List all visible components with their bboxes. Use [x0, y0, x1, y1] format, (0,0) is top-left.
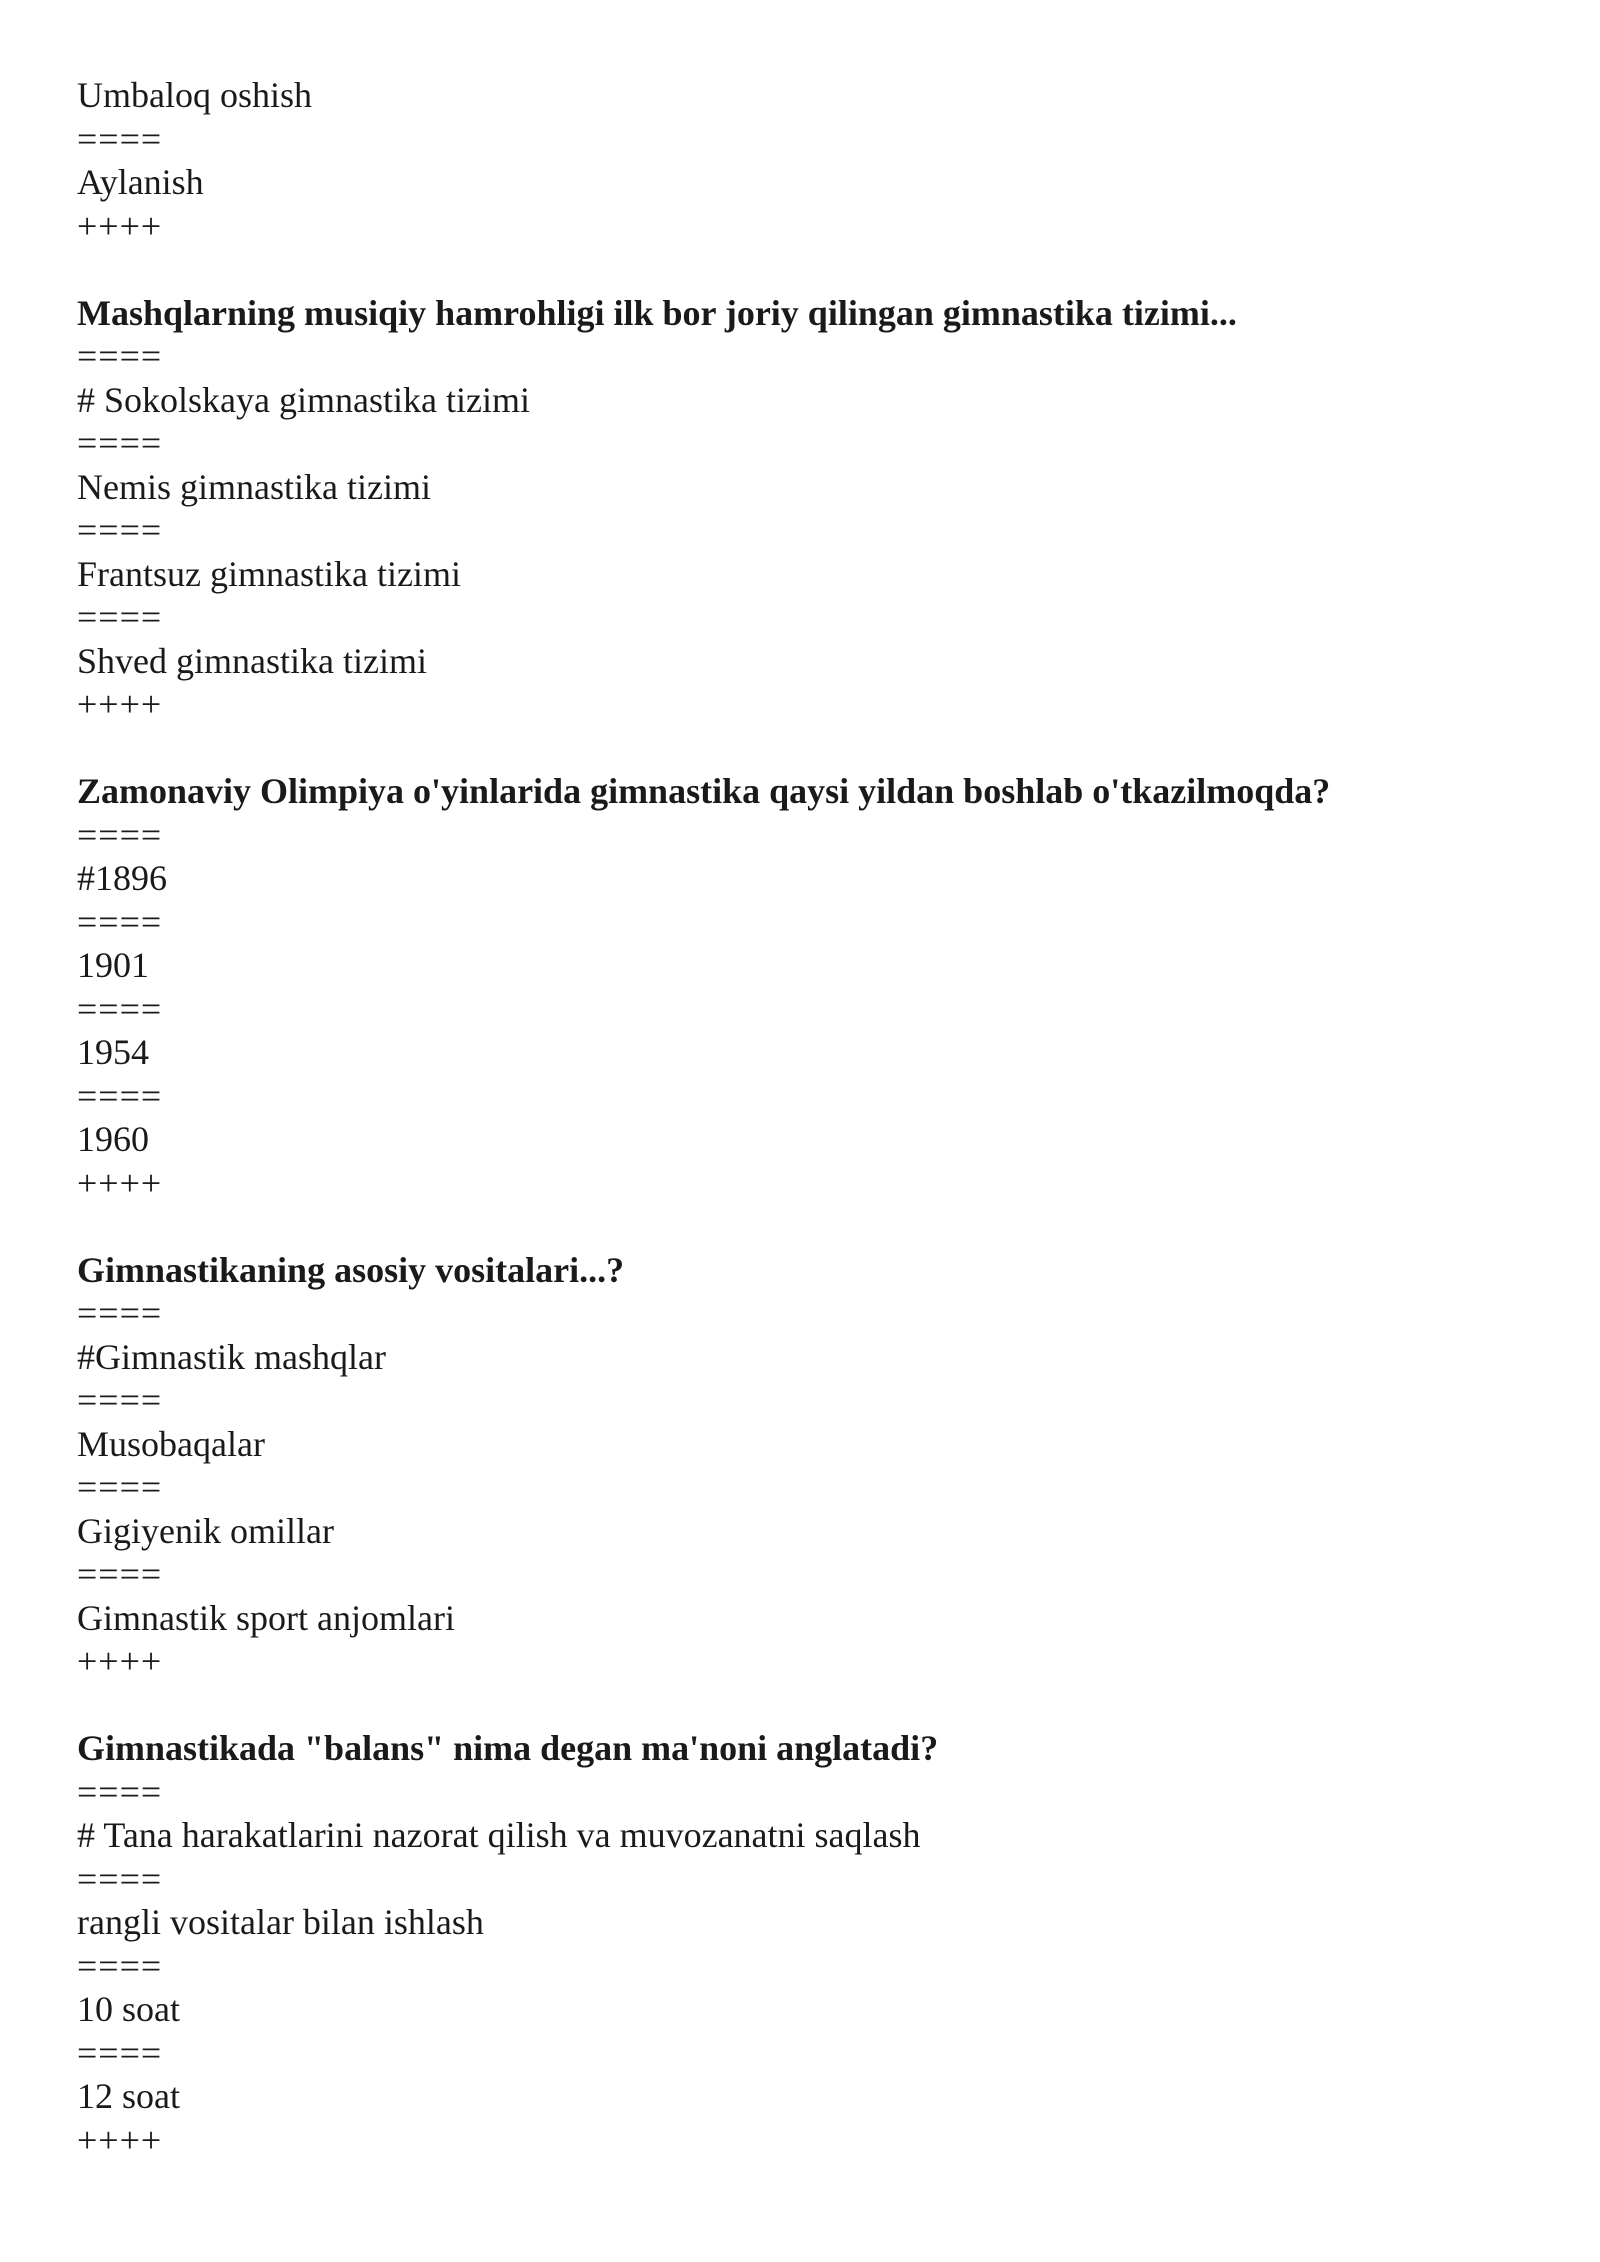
option-line: #Gimnastik mashqlar [77, 1336, 386, 1377]
option-line: Shved gimnastika tizimi [77, 640, 427, 681]
terminator-line: ++++ [77, 1162, 163, 1203]
question-text: Mashqlarning musiqiy hamrohligi ilk bor joriy qilingan gimnastika tizimi... [77, 292, 1237, 333]
separator-line: ==== [77, 1380, 163, 1420]
question-block [77, 1727, 1557, 2162]
option-line: # Tana harakatlarini nazorat qilish va muvozanatni saqlash [77, 1815, 921, 1855]
option-line: rangli vositalar bilan ishlash [77, 1902, 484, 1942]
terminator-line: ++++ [77, 2119, 163, 2160]
separator-line: ==== [77, 1293, 163, 1333]
separator-line: ==== [77, 901, 163, 942]
separator-line: ==== [77, 597, 163, 637]
option-line: Nemis gimnastika tizimi [77, 466, 431, 507]
separator-line: ==== [77, 336, 163, 376]
document-page [77, 74, 1557, 2162]
separator-line: ==== [77, 118, 163, 159]
separator-line: ==== [77, 1771, 163, 1812]
option-line: # Sokolskaya gimnastika tizimi [77, 379, 530, 420]
option-line: 12 soat [77, 2076, 180, 2116]
separator-line: ==== [77, 1554, 163, 1594]
option-line: Umbaloq oshish [77, 75, 313, 115]
question-text: Gimnastikaning asosiy vositalari...? [77, 1249, 625, 1290]
option-line: #1896 [77, 858, 167, 898]
separator-line: ==== [77, 423, 163, 463]
intro-fragment [77, 74, 1557, 248]
separator-line: ==== [77, 1945, 163, 1986]
option-line: Frantsuz gimnastika tizimi [77, 553, 461, 594]
option-line: Aylanish [77, 162, 204, 202]
separator-line: ==== [77, 1075, 163, 1116]
terminator-line: ++++ [77, 1641, 163, 1681]
separator-line: ==== [77, 814, 163, 855]
terminator-line: ++++ [77, 205, 163, 246]
question-block [77, 770, 1557, 1205]
option-line: Musobaqalar [77, 1423, 265, 1464]
question-text: Zamonaviy Olimpiya o'yinlarida gimnastika qaysi yildan boshlab o'tkazilmoqda? [77, 771, 1331, 811]
separator-line: ==== [77, 2032, 163, 2073]
option-line: Gigiyenik omillar [77, 1510, 334, 1551]
option-line: Gimnastik sport anjomlari [77, 1597, 455, 1638]
option-line: 10 soat [77, 1989, 180, 2029]
terminator-line: ++++ [77, 684, 163, 724]
question-block [77, 292, 1557, 727]
option-line: 1960 [77, 1119, 149, 1159]
option-line: 1954 [77, 1032, 149, 1072]
separator-line: ==== [77, 988, 163, 1029]
separator-line: ==== [77, 1858, 163, 1899]
question-text: Gimnastikada "balans" nima degan ma'noni anglatadi? [77, 1728, 939, 1768]
separator-line: ==== [77, 510, 163, 550]
option-line: 1901 [77, 945, 149, 985]
question-block [77, 1249, 1557, 1684]
separator-line: ==== [77, 1467, 163, 1507]
